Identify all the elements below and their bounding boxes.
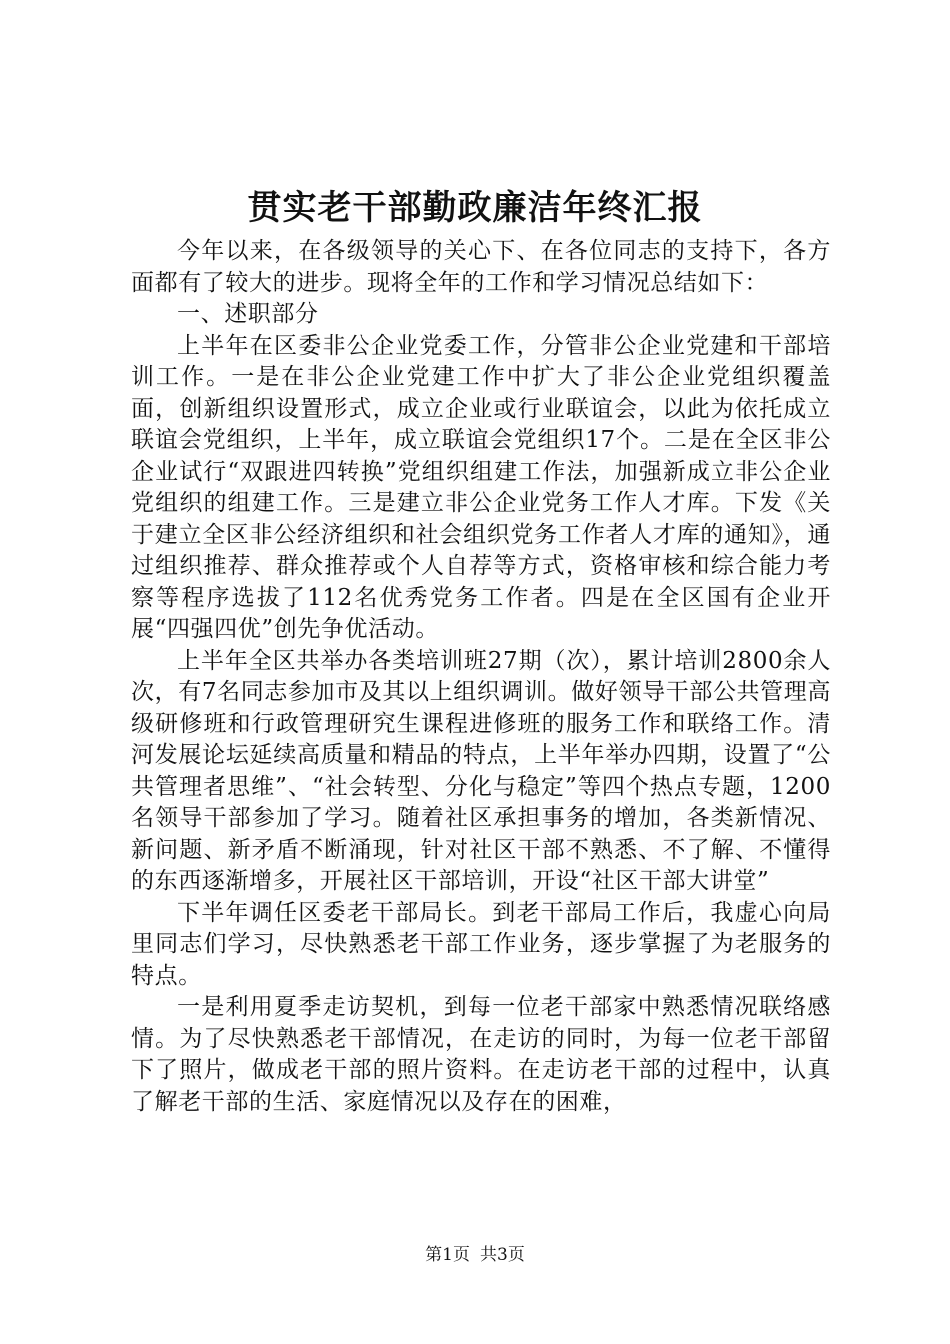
page-number: 第1页 [425, 1245, 470, 1265]
page-total: 共3页 [480, 1245, 525, 1265]
page-footer [0, 1244, 950, 1266]
paragraph-training: 上半年全区共举办各类培训班27期（次），累计培训2800余人次，有7名同志参加市及其以上组织调训。做好领导干部公共管理高级研修班和行政管理研究生课程进修班的服务工作和联络工作。清河发展论坛延续高质量和精品的特点，上半年举办四期，设置了“公共管理者思维”、“社会转型、分化与稳定”等四个热点专题，1200名领导干部参加了学习。随着社区承担事务的增加，各类新情况、新问题、新矛盾不断涌现，针对社区干部不熟悉、不了解、不懂得的东西逐渐增多，开展社区干部培训，开设“社区干部大讲堂” [131, 647, 831, 894]
paragraph-intro: 今年以来，在各级领导的关心下、在各位同志的支持下，各方面都有了较大的进步。现将全年的工作和学习情况总结如下： [131, 238, 831, 296]
paragraph-first-half: 上半年在区委非公企业党委工作，分管非公企业党建和干部培训工作。一是在非公企业党建工作中扩大了非公企业党组织覆盖面，创新组织设置形式，成立企业或行业联谊会，以此为依托成立联谊会党组织，上半年，成立联谊会党组织17个。二是在全区非公企业试行“双跟进四转换”党组织组建工作法，加强新成立非公企业党组织的组建工作。三是建立非公企业党务工作人才库。下发《关于建立全区非公经济组织和社会组织党务工作者人才库的通知》，通过组织推荐、群众推荐或个人自荐等方式，资格审核和综合能力考察等程序选拔了112名优秀党务工作者。四是在全区国有企业开展“四强四优”创先争优活动。 [131, 332, 831, 642]
paragraph-visits: 一是利用夏季走访契机，到每一位老干部家中熟悉情况联络感情。为了尽快熟悉老干部情况，在走访的同时，为每一位老干部留下了照片，做成老干部的照片资料。在走访老干部的过程中，认真了解老干部的生活、家庭情况以及存在的困难， [131, 994, 831, 1115]
section-heading: 一、述职部分 [177, 301, 319, 327]
paragraph-second-half: 下半年调任区委老干部局长。到老干部局工作后，我虚心向局里同志们学习，尽快熟悉老干部工作业务，逐步掌握了为老服务的特点。 [131, 899, 831, 989]
document-body [131, 236, 831, 1118]
document-title: 贯实老干部勤政廉洁年终汇报 [247, 188, 703, 228]
